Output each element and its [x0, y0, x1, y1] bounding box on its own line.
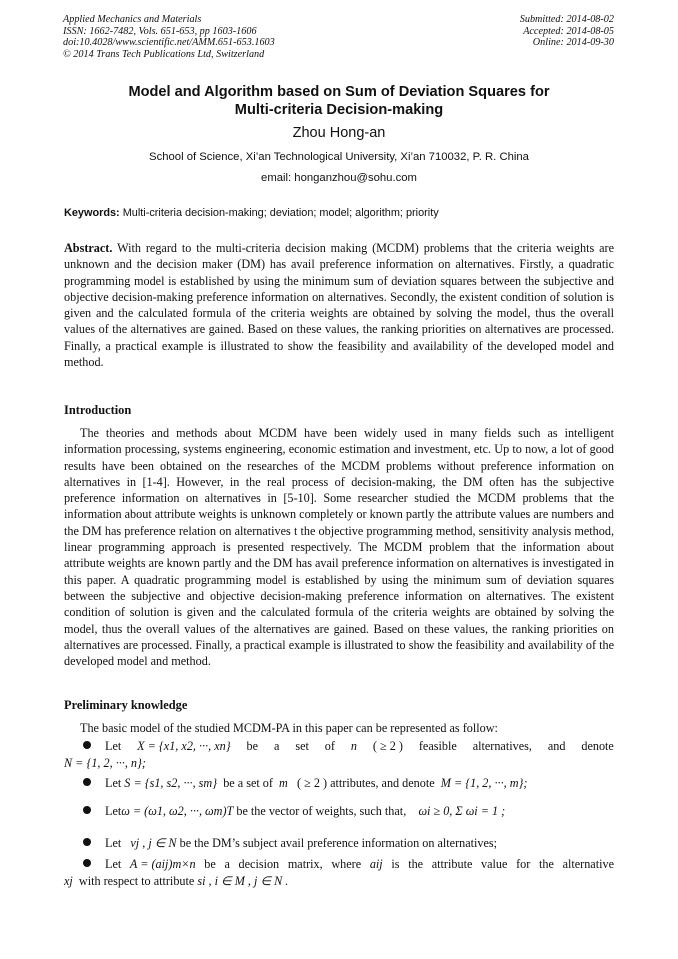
- preliminary-lead: The basic model of the studied MCDM-PA in this paper can be represented as follow:: [80, 721, 498, 735]
- bullet-attributes: [64, 775, 614, 792]
- bullet-text: be a set of: [223, 776, 273, 790]
- word-be: be: [204, 857, 216, 871]
- word-feasible: feasible: [418, 739, 457, 753]
- paper-title: [60, 83, 618, 119]
- word-a: a: [273, 739, 280, 753]
- bullet-dot: [83, 859, 91, 867]
- bullet-let: Let: [105, 857, 122, 871]
- abstract-label: Abstract.: [64, 241, 113, 255]
- submitted-date: Submitted: 2014-08-02: [519, 14, 614, 25]
- bullet-preference: [64, 835, 614, 852]
- bullet-text: be the vector of weights, such that,: [236, 804, 407, 818]
- word-a: a: [224, 857, 230, 871]
- var-m: m: [279, 776, 288, 790]
- journal-doi: doi:10.4028/www.scientific.net/AMM.651-653.1603: [63, 37, 275, 49]
- bullet-text: be the DM’s subject avail preference information on alternatives;: [179, 836, 498, 850]
- bullet-dot: [83, 806, 91, 814]
- word-be: be: [246, 739, 259, 753]
- bullet-alternatives: [64, 738, 614, 772]
- introduction-section: [64, 425, 614, 669]
- bullet-let: Let: [105, 836, 122, 850]
- keywords: [64, 206, 624, 220]
- journal-copyright: © 2014 Trans Tech Publications Ltd, Switzerland: [63, 48, 265, 60]
- word-for: for: [516, 857, 531, 871]
- m-condition: ( ≥ 2 ): [297, 776, 328, 790]
- set-x-formula: X = {x1, x2, ···, xn}: [137, 739, 231, 753]
- abstract: [64, 240, 614, 370]
- bullet-dot: [83, 741, 91, 749]
- word-alternative: alternative: [562, 857, 614, 871]
- journal-header-right: [520, 14, 614, 49]
- bullet-let: Let: [105, 776, 122, 790]
- word-of: of: [324, 739, 335, 753]
- author-name: Zhou Hong-an: [292, 125, 386, 141]
- weight-constraint-formula: ωi ≥ 0, Σ ωi = 1 ;: [418, 804, 506, 818]
- word-alternatives: alternatives,: [472, 739, 532, 753]
- author-email: email: honganzhou@sohu.com: [261, 172, 417, 184]
- bullet-weights: [64, 803, 614, 820]
- word-set: set: [295, 739, 309, 753]
- introduction-heading: Introduction: [64, 403, 132, 417]
- abstract-text: With regard to the multi-criteria decision making (MCDM) problems that the criteria weights are unknown and the decision maker (DM) has avail preference information on alternatives. Firstly, a quadratic programming model is established by using the minimum sum of deviation squares between the subjective and objective decision-making preference information on alternatives. Secondly, the existent condition of solution is given and the calculated formula of the criteria weights are obtained by solving the model, thus the overall values of the alternatives are gained. Based on these values, the ranking priorities on alternatives are processed. Finally, a practical example is illustrated to show the feasibility and availability of the developed model and method.: [64, 241, 614, 370]
- bullet-dot: [83, 838, 91, 846]
- word-and: and: [547, 739, 566, 753]
- set-n-formula: N = {1, 2, ···, n};: [64, 756, 146, 770]
- title-line-2: Multi-criteria Decision-making: [234, 102, 444, 118]
- var-xj: xj: [64, 874, 73, 888]
- index-condition: si , i ∈ M , j ∈ N .: [197, 874, 289, 888]
- word-attribute: attribute: [431, 857, 473, 871]
- bullet-let: Let: [105, 739, 122, 753]
- bullet-let: Let: [105, 804, 122, 818]
- word-denote: denote: [581, 739, 614, 753]
- journal-header-left: [63, 14, 275, 60]
- word-the: the: [408, 857, 424, 871]
- weight-vector-formula: ω = (ω1, ω2, ···, ωm)T: [121, 804, 234, 818]
- journal-name: Applied Mechanics and Materials: [63, 14, 202, 25]
- bullet-text: attributes, and denote: [330, 776, 435, 790]
- preference-var: vj , j ∈ N: [130, 836, 177, 850]
- n-condition: ( ≥ 2 ): [372, 739, 403, 753]
- journal-issn: ISSN: 1662-7482, Vols. 651-653, pp 1603-1606: [63, 25, 257, 37]
- accepted-date: Accepted: 2014-08-05: [523, 25, 614, 37]
- introduction-text: The theories and methods about MCDM have been widely used in many fields such as intelligent information processing, systems engineering, economic estimation and investment, etc. Up to now, a lot of good results have been obtained on the researches of the MCDM problems without preference information on alternatives in [1-4]. However, in the real process of decision-making, the DM often has the subjective preference information on alternatives in [5-10]. Some researcher studied the MCDM problems that the information about attribute weights is unknown completely or known partly the attribute values are numbers and the DM has preference relation on alternatives t the objective programming method, sensitivity analysis method, linear programming approach is presented respectively. The MCDM problem that the information about attribute weights are known partly and the DM has avail preference information on alternatives is investigated in this paper. A quadratic programming model is established by using the minimum sum of deviation squares between the subjective and objective decision-making preference information on alternatives. The existent condition of solution is given and the calculated formula of the criteria weights are obtained by solving the model, thus the overall values of the alternatives are gained. Based on these values, the ranking priorities on alternatives are processed. Finally, a practical example is illustrated to show the feasibility and availability of the developed model and method.: [64, 426, 614, 669]
- word-decision: decision: [238, 857, 280, 871]
- set-m-formula: M = {1, 2, ···, m};: [440, 776, 528, 790]
- matrix-formula: A = (aij)m×n: [129, 857, 196, 871]
- author-affiliation: School of Science, Xi’an Technological University, Xi’an 710032, P. R. China: [149, 151, 529, 163]
- word-where: where: [331, 857, 362, 871]
- set-s-formula: S = {s1, s2, ···, sm}: [124, 776, 218, 790]
- bullet-dot: [83, 778, 91, 786]
- keywords-label: Keywords:: [64, 207, 120, 219]
- var-aij: aij: [369, 857, 383, 871]
- title-line-1: Model and Algorithm based on Sum of Deviation Squares for: [128, 84, 550, 100]
- var-n: n: [350, 739, 357, 753]
- word-is: is: [391, 857, 400, 871]
- word-the: the: [539, 857, 554, 871]
- word-value: value: [481, 857, 508, 871]
- bullet-text: with respect to attribute: [78, 874, 195, 888]
- preliminary-heading: Preliminary knowledge: [64, 698, 188, 712]
- bullet-decision-matrix: [64, 856, 614, 890]
- word-matrix: matrix,: [287, 857, 323, 871]
- keywords-text: Multi-criteria decision-making; deviation; model; algorithm; priority: [122, 207, 439, 219]
- online-date: Online: 2014-09-30: [532, 37, 614, 49]
